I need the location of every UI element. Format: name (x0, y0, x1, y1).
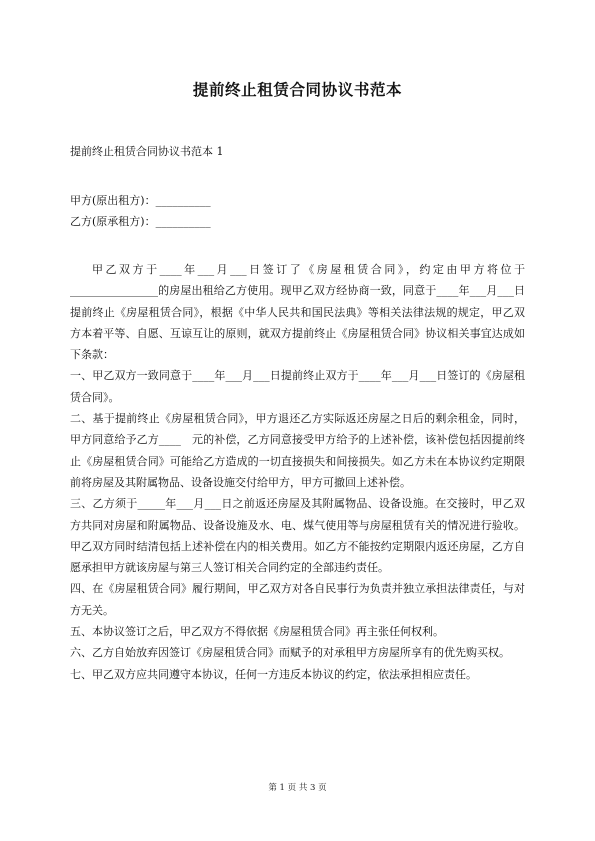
clause-2: 二、基于提前终止《房屋租赁合同》，甲方退还乙方实际返还房屋之日后的剩余租金，同时，甲方同意给予乙方____ 元的补偿，乙方同意接受甲方给予的上述补偿，该补偿包括因提前终止《房屋租赁合同》可能给乙方造成的一切直接损失和间接损失。如乙方未在本协议约定期限前将房屋及其附属物品、设备设施交付给甲方，甲方可撤回上述补偿。 (70, 412, 525, 489)
clause-1: 一、甲乙双方一致同意于____年___月___日提前终止双方于____年___月___日签订的《房屋租赁合同》。 (70, 369, 525, 404)
party-a-line: 甲方(原出租方)：__________ (70, 194, 211, 207)
intro-paragraph: 甲乙双方于____年___月___日签订了《房屋租赁合同》，约定由甲方将位于________________的房屋出租给乙方使用。现甲乙双方经协商一致，同意于____年___月___日提前终止《房屋租赁合同》，根据《中华人民共和国民法典》等相关法律法规的规定，甲乙双方本着平等、自愿、互谅互让的原则，就双方提前终止《房屋租赁合同》协议相关事宜达成如下条款： (70, 263, 525, 362)
clause-5: 五、本协议签订之后，甲乙双方不得依据《房屋租赁合同》再主张任何权利。 (70, 625, 444, 639)
page-footer: 第 1 页 共 3 页 (268, 783, 327, 793)
clause-7: 七、甲乙双方应共同遵守本协议，任何一方违反本协议的约定，依法承担相应责任。 (70, 667, 477, 681)
clause-6: 六、乙方自始放弃因签订《房屋租赁合同》而赋予的对承租甲方房屋所享有的优先购买权。 (70, 646, 510, 660)
clause-4: 四、在《房屋租赁合同》履行期间，甲乙双方对各自民事行为负责并独立承担法律责任，与对方无关。 (70, 582, 525, 617)
clause-3: 三、乙方须于_____年___月___日之前返还房屋及其附属物品、设备设施。在交接时，甲乙双方共同对房屋和附属物品、设备设施及水、电、煤气使用等与房屋租赁有关的情况进行验收。甲乙双方同时结清包括上述补偿在内的相关费用。如乙方不能按约定期限内返还房屋，乙方自愿承担甲方就该房屋与第三人签订相关合同约定的全部违约责任。 (70, 497, 525, 575)
document-title: 提前终止租赁合同协议书范本 (192, 80, 403, 99)
party-b-line: 乙方(原承租方)：__________ (70, 215, 211, 228)
document-body (70, 259, 525, 685)
document-subtitle: 提前终止租赁合同协议书范本 1 (70, 145, 224, 158)
